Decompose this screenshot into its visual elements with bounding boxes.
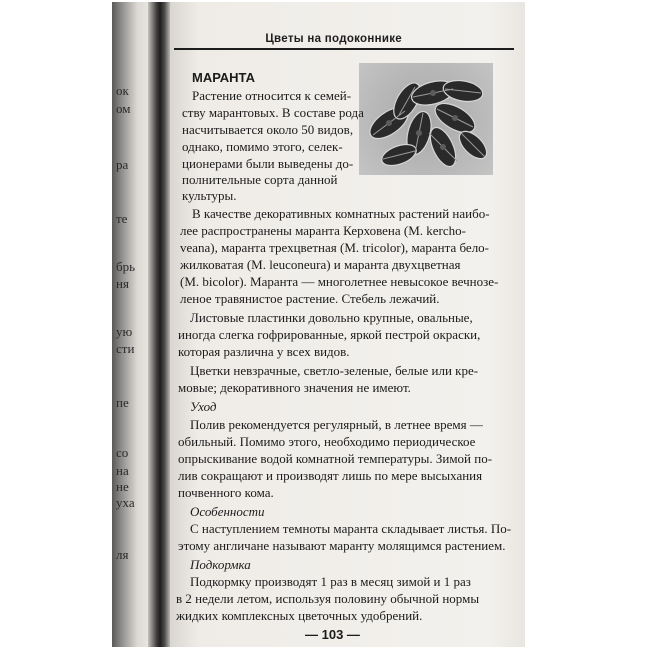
prev-page-fragment: ля <box>116 547 129 562</box>
text-line: Подкормку производят 1 раз в месяц зимой и 1 раз <box>190 574 471 589</box>
page-number: — 103 — <box>305 627 360 642</box>
text-line: иногда слегка гофрированные, яркой пестрой окраски, <box>178 327 481 342</box>
text-line: в 2 недели летом, используя половину обычной нормы <box>176 591 480 606</box>
text-line: этому англичане называют маранту молящимся растением. <box>178 538 506 553</box>
text-line: полнительные сорта данной <box>182 172 338 187</box>
text-line: лее распространены маранта Керховена (M. kercho- <box>180 223 466 238</box>
text-line: жилковатая (M. leuconeura) и маранта двухцветная <box>180 257 461 272</box>
text-line: обильный. Помимо этого, необходимо периодическое <box>178 434 476 449</box>
prev-page-fragment: ня <box>116 276 129 291</box>
subheading-feeding: Подкормка <box>190 557 251 572</box>
text-line: ству марантовых. В составе рода <box>182 105 364 120</box>
section-title: МАРАНТА <box>192 70 256 85</box>
prev-page-fragment: ом <box>116 101 131 116</box>
text-line: ционерами были выведены до- <box>182 156 354 171</box>
text-line: однако, помимо этого, селек- <box>182 139 343 154</box>
header-rule <box>174 48 514 50</box>
prev-page-fragment: не <box>116 479 129 494</box>
text-line: опрыскивание водой комнатной температуры. Зимой по- <box>178 451 493 466</box>
subheading-care: Уход <box>190 399 217 414</box>
text-line: насчитывается около 50 видов, <box>182 122 354 137</box>
prev-page-fragment: ра <box>116 157 129 172</box>
prev-page-fragment: на <box>116 463 129 478</box>
text-line: леное травянистое растение. Стебель лежачий. <box>180 291 440 306</box>
text-line: Листовые пластинки довольно крупные, овальные, <box>190 310 473 325</box>
prev-page-fragment: ую <box>116 324 133 339</box>
text-line: культуры. <box>182 188 237 203</box>
text-line: почвенного кома. <box>178 485 274 500</box>
prev-page-fragment: со <box>116 445 129 460</box>
text-line: С наступлением темноты маранта складывает листья. По- <box>190 521 512 536</box>
text-line: veana), маранта трехцветная (M. tricolor), маранта бело- <box>180 240 490 255</box>
subheading-features: Особенности <box>190 504 265 519</box>
prev-page-fragment: уха <box>116 495 135 510</box>
prev-page-fragment: пе <box>116 395 129 410</box>
book-gutter <box>148 2 170 647</box>
text-line: которая различна у всех видов. <box>178 344 350 359</box>
text-line: лив сокращают и производят лишь по мере высыхания <box>178 468 483 483</box>
prev-page-fragment: ок <box>116 83 129 98</box>
running-head: Цветы на подоконнике <box>265 33 402 45</box>
text-line: жидких комплексных цветочных удобрений. <box>176 608 423 623</box>
maranta-plant-photo-icon <box>359 63 493 175</box>
prev-page-fragment: те <box>116 211 128 226</box>
prev-page-fragment: сти <box>116 341 135 356</box>
text-line: Полив рекомендуется регулярный, в летнее время — <box>190 417 483 432</box>
text-line: (M. bicolor). Маранта — многолетнее невысокое вечнозе- <box>180 274 499 289</box>
text-line: Растение относится к семей- <box>192 88 352 103</box>
text-line: Цветки невзрачные, светло-зеленые, белые или кре- <box>190 363 479 378</box>
text-line: В качестве декоративных комнатных растений наибо- <box>192 206 490 221</box>
prev-page-fragment: брь <box>116 259 136 274</box>
text-line: мовые; декоративного значения не имеют. <box>178 380 411 395</box>
